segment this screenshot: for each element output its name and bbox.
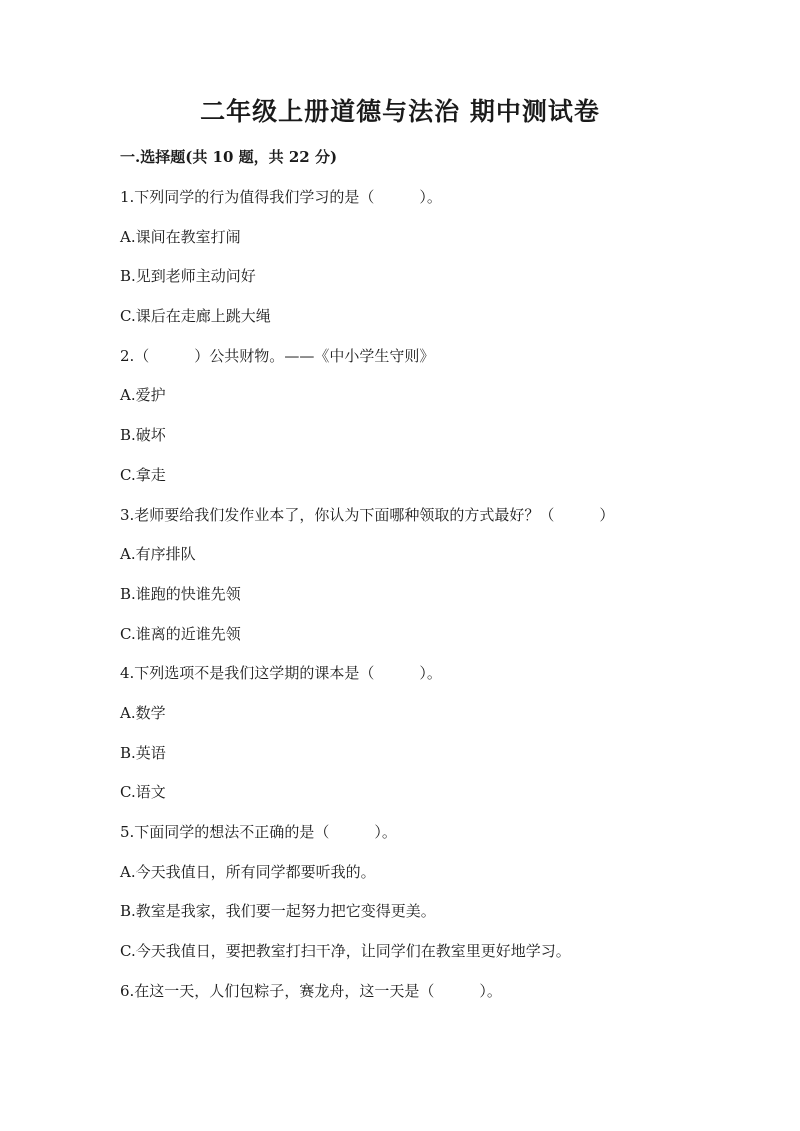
question-stem: 6.在这一天，人们包粽子，赛龙舟，这一天是（ ）。 bbox=[120, 981, 502, 1000]
answer-option: C.课后在走廊上跳大绳 bbox=[120, 307, 271, 326]
question-stem: 5.下面同学的想法不正确的是（ ）。 bbox=[120, 823, 397, 841]
answer-option: B.谁跑的快谁先领 bbox=[120, 584, 241, 603]
answer-option: C.拿走 bbox=[120, 465, 166, 484]
question-stem: 2.（ ）公共财物。——《中小学生守则》 bbox=[120, 346, 435, 365]
answer-option: C.谁离的近谁先领 bbox=[120, 624, 241, 643]
answer-option: B.英语 bbox=[120, 743, 166, 762]
answer-option: C.今天我值日，要把教室打扫干净，让同学们在教室里更好地学习。 bbox=[120, 942, 571, 961]
answer-option: B.教室是我家，我们要一起努力把它变得更美。 bbox=[120, 902, 436, 921]
question-stem: 3.老师要给我们发作业本了，你认为下面哪种领取的方式最好？（ ） bbox=[120, 505, 615, 524]
answer-option: B.破坏 bbox=[120, 426, 166, 445]
answer-option: A.爱护 bbox=[120, 386, 166, 405]
section-heading: 一.选择题(共 10 题，共 22 分) bbox=[120, 148, 338, 166]
answer-option: B.见到老师主动问好 bbox=[120, 267, 256, 286]
answer-option: A.有序排队 bbox=[120, 545, 196, 564]
answer-option: A.今天我值日，所有同学都要听我的。 bbox=[120, 862, 376, 881]
answer-option: A.数学 bbox=[120, 703, 166, 722]
question-stem: 1.下列同学的行为值得我们学习的是（ ）。 bbox=[120, 188, 442, 206]
question-list bbox=[120, 185, 740, 1018]
answer-option: A.课间在教室打闹 bbox=[120, 227, 241, 246]
page-title: 二年级上册道德与法治 期中测试卷 bbox=[200, 97, 600, 126]
question-stem: 4.下列选项不是我们这学期的课本是（ ）。 bbox=[120, 664, 442, 683]
answer-option: C.语文 bbox=[120, 783, 166, 802]
